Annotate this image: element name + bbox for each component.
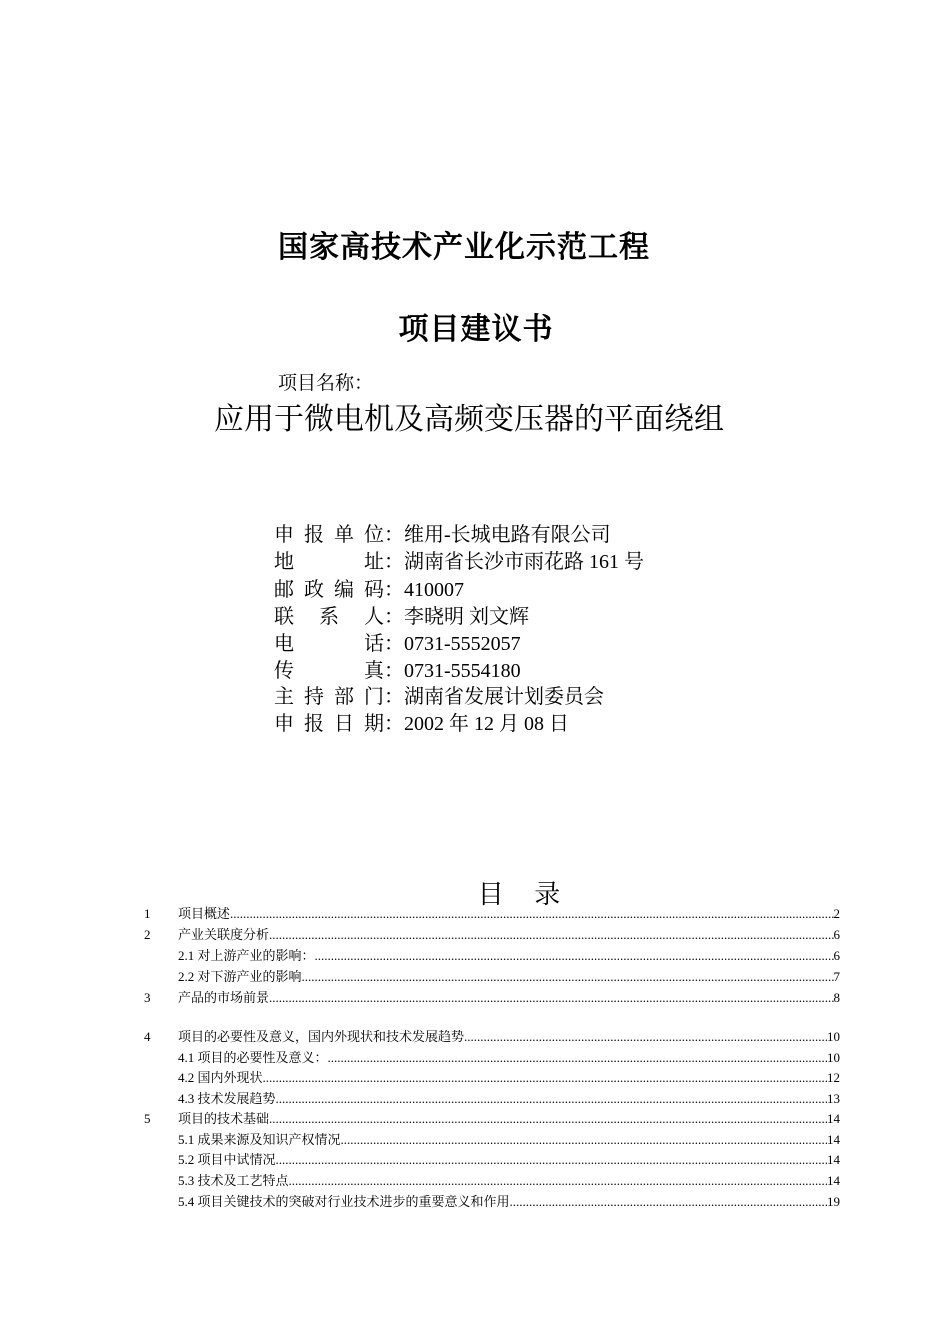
toc-page: 14 (827, 1111, 840, 1126)
info-label: 主持部门 (274, 686, 384, 708)
toc-entry[interactable] (0, 1027, 950, 1047)
info-row-department (274, 684, 604, 710)
project-name-label: 项目名称： (278, 373, 374, 394)
info-value: 湖南省发展计划委员会 (404, 686, 604, 708)
info-label: 邮政编码 (274, 579, 384, 601)
info-label: 联系人 (274, 606, 384, 628)
toc-page: 10 (827, 1029, 840, 1044)
info-sep: ： (384, 660, 404, 682)
toc-leader (510, 1192, 827, 1212)
toc-text: 5.1 成果来源及知识产权情况 (178, 1132, 341, 1147)
toc-entry[interactable] (0, 1068, 950, 1088)
toc-number: 4 (144, 1029, 151, 1044)
toc-text: 项目的技术基础 (178, 1111, 270, 1126)
toc-leader (269, 1109, 827, 1129)
info-value: 李晓明 刘文辉 (404, 606, 529, 628)
toc-page: 6 (833, 927, 840, 942)
document-subtitle: 项目建议书 (398, 312, 554, 347)
toc-text: 项目的必要性及意义，国内外现状和技术发展趋势 (178, 1029, 465, 1044)
info-value: 0731-5552057 (404, 633, 521, 655)
toc-page: 14 (827, 1132, 840, 1147)
toc-number: 2 (144, 927, 151, 942)
info-value: 2002 年 12 月 08 日 (404, 713, 569, 735)
toc-number: 1 (144, 906, 151, 921)
info-sep: ： (384, 551, 404, 573)
toc-page: 19 (827, 1194, 840, 1209)
toc-text: 5.4 项目关键技术的突破对行业技术进步的重要意义和作用 (178, 1194, 510, 1209)
toc-entry[interactable] (0, 1171, 950, 1191)
info-row-phone (274, 631, 521, 657)
toc-text: 4.2 国内外现状 (178, 1070, 263, 1085)
toc-entry[interactable] (0, 1089, 950, 1109)
toc-title: 目 录 (477, 880, 573, 909)
toc-text: 2.2 对下游产业的影响 (178, 969, 302, 984)
toc-leader (276, 1150, 827, 1170)
info-label: 地址 (274, 551, 384, 573)
toc-entry[interactable] (0, 904, 950, 924)
toc-text: 4.1 项目的必要性及意义： (178, 1050, 328, 1065)
toc-entry[interactable] (0, 1130, 950, 1150)
info-sep: ： (384, 579, 404, 601)
toc-page: 12 (827, 1070, 840, 1085)
toc-leader (289, 1171, 827, 1191)
toc-leader (328, 1048, 827, 1068)
info-row-address (274, 549, 644, 575)
toc-page: 10 (827, 1050, 840, 1065)
info-row-fax (274, 658, 521, 684)
toc-page: 6 (833, 948, 840, 963)
info-label: 申报日期 (274, 713, 384, 735)
toc-number: 3 (144, 990, 151, 1005)
project-name: 应用于微电机及高频变压器的平面绕组 (214, 402, 724, 437)
info-row-postcode (274, 577, 464, 603)
toc-leader (269, 988, 833, 1008)
toc-number: 5 (144, 1111, 151, 1126)
info-value: 维用-长城电路有限公司 (404, 524, 611, 546)
toc-leader (302, 967, 834, 987)
info-label: 申报单位 (274, 524, 384, 546)
info-sep: ： (384, 524, 404, 546)
toc-entry[interactable] (0, 1150, 950, 1170)
toc-text: 项目概述 (178, 906, 231, 921)
toc-leader (341, 1130, 827, 1150)
toc-page: 13 (827, 1091, 840, 1106)
document-title: 国家高技术产业化示范工程 (278, 230, 650, 265)
info-label: 传真 (274, 660, 384, 682)
info-sep: ： (384, 686, 404, 708)
toc-entry[interactable] (0, 1109, 950, 1129)
toc-text: 产品的市场前景 (178, 990, 270, 1005)
info-sep: ： (384, 633, 404, 655)
info-row-date (274, 711, 569, 737)
toc-leader (464, 1027, 827, 1047)
toc-page: 2 (833, 906, 840, 921)
toc-entry[interactable] (0, 967, 950, 987)
toc-page: 14 (827, 1152, 840, 1167)
toc-text: 4.3 技术发展趋势 (178, 1091, 276, 1106)
toc-page: 14 (827, 1173, 840, 1188)
info-row-applicant (274, 522, 611, 548)
toc-leader (315, 946, 834, 966)
info-value: 0731-5554180 (404, 660, 521, 682)
toc-text: 2.1 对上游产业的影响： (178, 948, 315, 963)
toc-entry[interactable] (0, 1192, 950, 1212)
toc-entry[interactable] (0, 1048, 950, 1068)
info-sep: ： (384, 606, 404, 628)
toc-text: 5.2 项目中试情况 (178, 1152, 276, 1167)
toc-page: 7 (833, 969, 840, 984)
toc-text: 产业关联度分析 (178, 927, 270, 942)
toc-entry[interactable] (0, 925, 950, 945)
toc-leader (276, 1089, 827, 1109)
toc-leader (230, 904, 833, 924)
toc-entry[interactable] (0, 946, 950, 966)
info-value: 410007 (404, 579, 464, 601)
info-sep: ： (384, 713, 404, 735)
info-value: 湖南省长沙市雨花路 161 号 (404, 551, 644, 573)
info-label: 电话 (274, 633, 384, 655)
info-row-contact (274, 604, 529, 630)
toc-leader (269, 925, 833, 945)
toc-page: 8 (833, 990, 840, 1005)
toc-leader (263, 1068, 827, 1088)
toc-text: 5.3 技术及工艺特点 (178, 1173, 289, 1188)
toc-entry[interactable] (0, 988, 950, 1008)
